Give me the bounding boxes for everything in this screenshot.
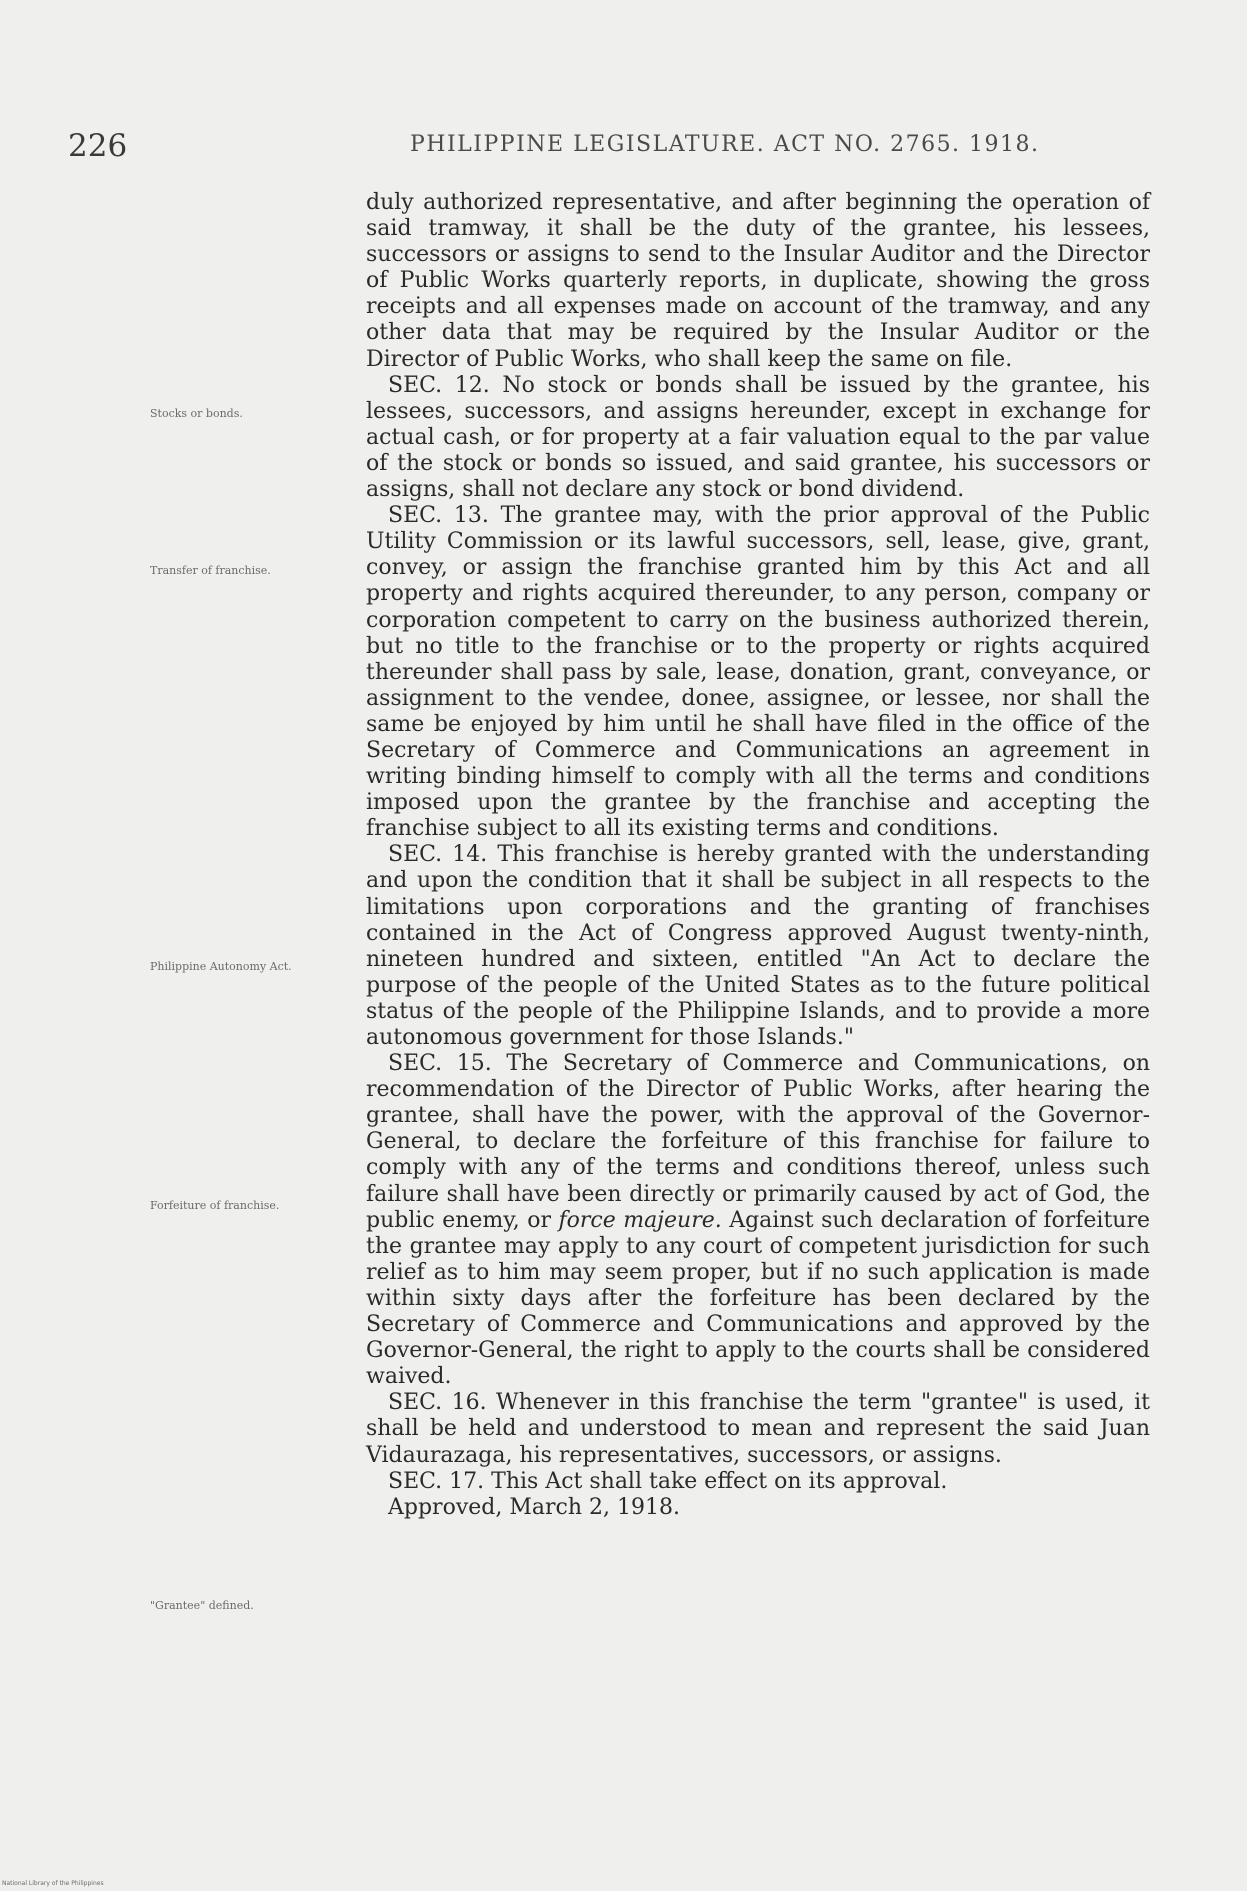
continuation-text: duly authorized representative, and after beginning the operation of said tramway, it shall be the duty of the grantee, his lessees, successors or assigns to send to the Insular Auditor and the Director of Public Works quarterly reports, in duplicate, showing the gross receipts and all expenses made on account of the tramway, and any other data that may be required by the Insular Auditor or the Director of Public Works, who shall keep the same on file. [366,190,1150,372]
section-14-text: This franchise is hereby granted with the understanding and upon the condition that it shall be subject in all respects to the limitations upon corporations and the granting of franchises contained in the Act of Congress approved August twenty-ninth, nineteen hundred and sixteen, entitled "An Act to declare the purpose of the people of the United States as to the future political status of the people of the Philippine Islands, and to provide a more autonomous government for those Islands." [366,842,1151,1050]
section-16-label: SEC. 16. [388,1390,487,1416]
section-14 [366,842,1150,1051]
section-17-text: This Act shall take effect on its approval. [484,1468,948,1494]
section-12-text: No stock or bonds shall be issued by the grantee, his lessees, successors, and assigns hereunder, except in exchange for actual cash, or for property at a fair valuation equal to the par value of the stock or bonds so issued, and said grantee, his successors or assigns, shall not declare any stock or bond dividend. [366,372,1150,503]
section-17-label: SEC. 17. [388,1468,485,1494]
section-15 [366,1051,1150,1390]
approval-date-text: Approved, March 2, 1918. [388,1494,680,1520]
section-15-text-b: Against such declaration of forfeiture the grantee may apply to any court of competent jurisdiction for such relief as to him may seem proper, but if no such application is made within sixty days after the forfeiture has been declared by the Secretary of Commerce and Communications and approved by the Governor-General, the right to apply to the courts shall be considered waived. [366,1207,1150,1390]
running-head: PHILIPPINE LEGISLATURE. ACT NO. 2765. 1918. [410,132,1040,157]
section-17 [366,1469,1150,1495]
margin-note-philippine-autonomy-act: Philippine Autonomy Act. [150,960,292,973]
margin-note-grantee-defined: "Grantee" defined. [150,1599,254,1612]
page-number: 226 [68,128,128,164]
margin-note-transfer-of-franchise: Transfer of franchise. [150,564,271,577]
section-12-label: SEC. 12. [388,372,490,398]
section-14-label: SEC. 14. [388,842,488,868]
section-13 [366,503,1150,842]
footer-tag: National Library of the Philippines [2,1880,104,1887]
paragraph-continuation [366,190,1150,373]
section-13-text: The grantee may, with the prior approval of the Public Utility Commission or its lawful successors, sell, lease, give, grant, convey, or assign the franchise granted him by this Act and all property and rights acquired thereunder, to any person, company or corporation competent to carry on the business authorized therein, but no title to the franchise or to the property or rights acquired thereunder shall pass by sale, lease, donation, grant, conveyance, or assignment to the vendee, donee, assignee, or lessee, nor shall the same be enjoyed by him until he shall have filed in the office of the Secretary of Commerce and Communications an agreement in writing binding himself to comply with all the terms and conditions imposed upon the grantee by the franchise and accepting the franchise subject to all its existing terms and conditions. [366,503,1150,842]
section-16-text: Whenever in this franchise the term "grantee" is used, it shall be held and understood to mean and represent the said Juan Vidaurazaga, his representatives, successors, or assigns. [366,1390,1150,1468]
section-13-label: SEC. 13. [388,503,489,529]
approval-date [366,1495,1150,1521]
margin-note-forfeiture-of-franchise: Forfeiture of franchise. [150,1199,280,1212]
section-15-text-a: The Secretary of Commerce and Communications, on recommendation of the Director of Public Works, after hearing the grantee, shall have the power, with the approval of the Governor-General, to declare the forfeiture of this franchise for failure to comply with any of the terms and conditions thereof, unless such failure shall have been directly or primarily caused by act of God, the public enemy, or [366,1051,1150,1233]
section-12 [366,373,1150,503]
body-text [366,190,1150,1521]
section-15-label: SEC. 15. [388,1051,492,1077]
section-16 [366,1390,1150,1468]
section-15-italic: force majeure. [558,1207,722,1233]
margin-note-stocks-or-bonds: Stocks or bonds. [150,407,243,420]
